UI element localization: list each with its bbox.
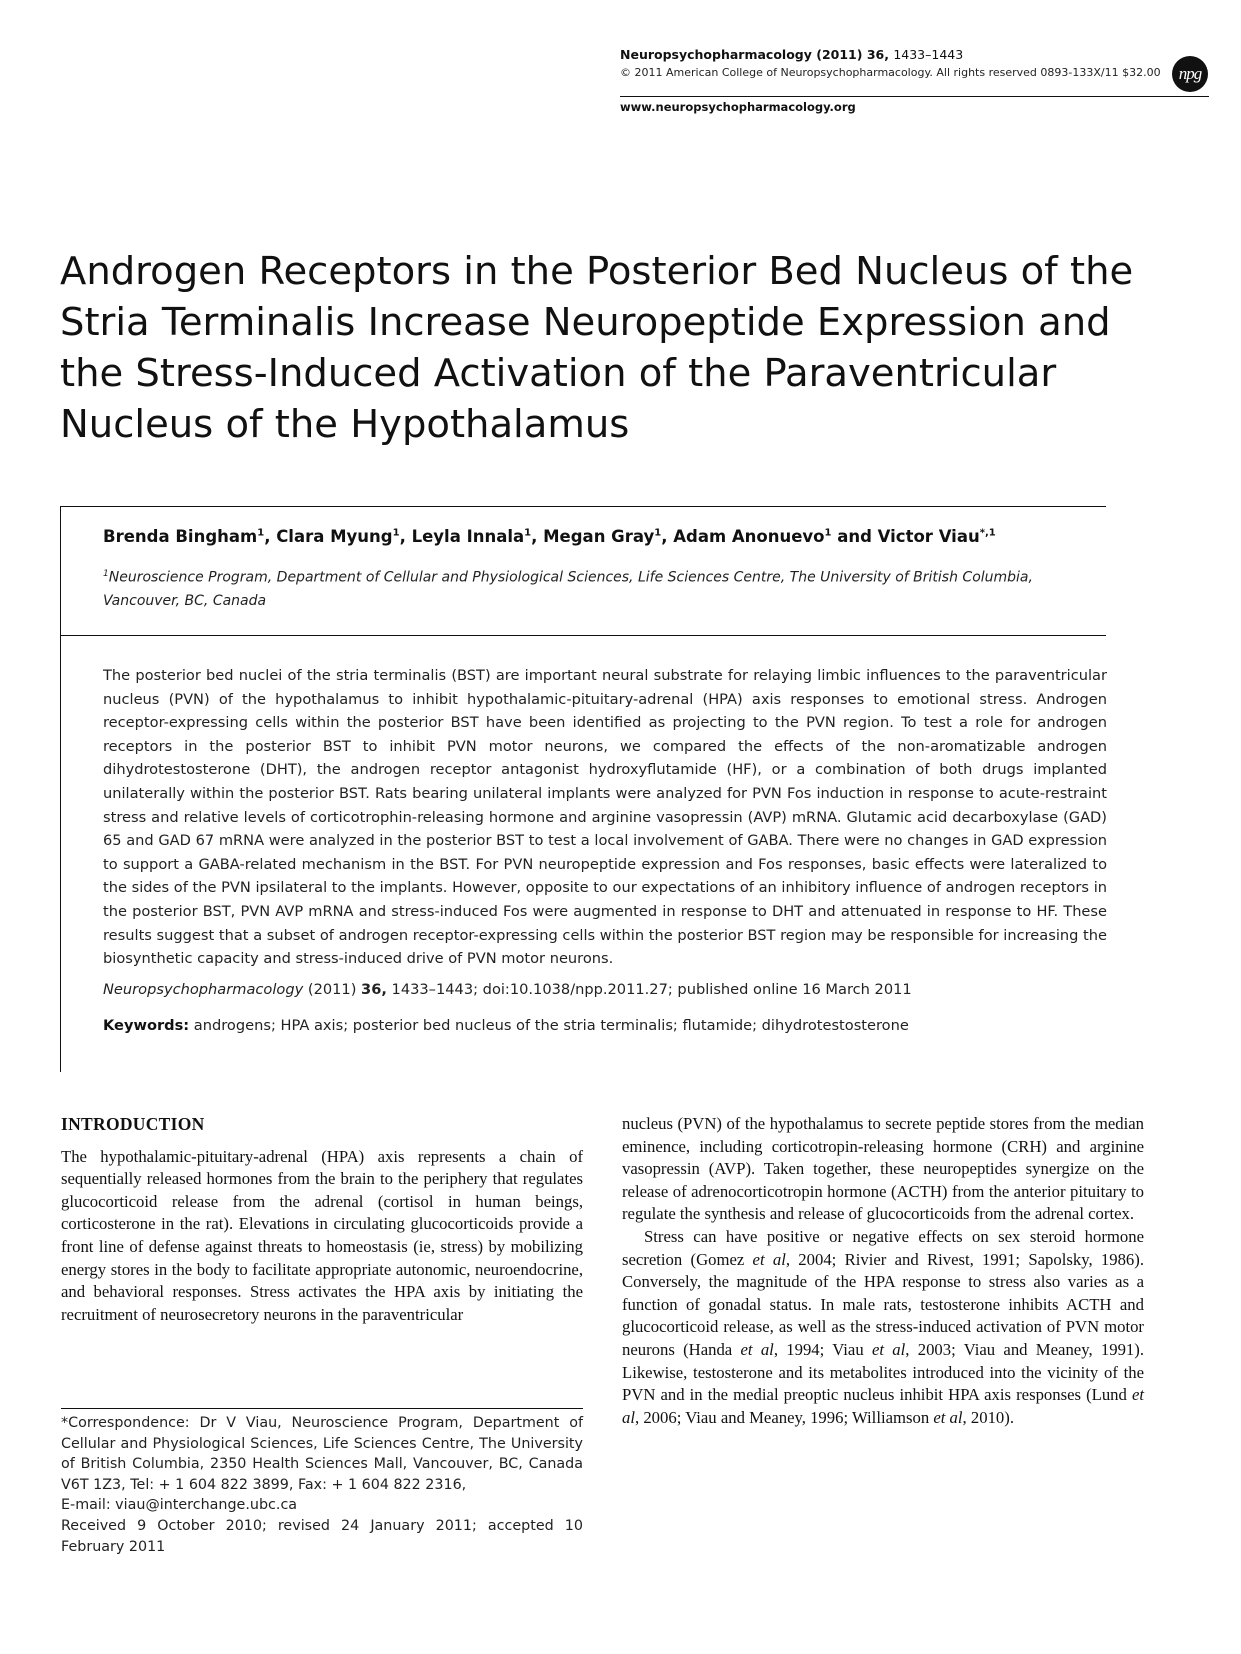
footnote-divider xyxy=(61,1408,583,1409)
section-heading: INTRODUCTION xyxy=(61,1114,205,1134)
author-affiliation-mark: 1 xyxy=(824,527,832,539)
correspondence-footnote xyxy=(61,1413,583,1557)
author-separator: , xyxy=(399,527,412,546)
author-separator: , xyxy=(531,527,544,546)
citation-volume: 36, xyxy=(361,981,387,998)
author-name[interactable]: Leyla Innala xyxy=(411,527,525,546)
keywords xyxy=(103,1014,1107,1037)
author-affiliation-mark: 1 xyxy=(524,527,532,539)
citation-journal: Neuropsychopharmacology xyxy=(103,981,304,998)
citation-etal: et al xyxy=(933,1407,963,1427)
author-affiliation-mark: 1 xyxy=(392,527,400,539)
affiliation-text: Neuroscience Program, Department of Cellular and Physiological Sciences, Life Sciences Centre, The University of British Columbia, Vancouver, BC, Canada xyxy=(103,569,1033,609)
body-paragraph: The hypothalamic-pituitary-adrenal (HPA) axis represents a chain of sequentially released hormones from the brain to the periphery that regulates glucocorticoid release from the adrenal (cortisol in human beings, corticosterone in the rat). Elevations in circulating glucocorticoids provide a front line of defense against threats to homeostasis (ie, stress) by mobilizing energy stores in the body to facilitate appropriate autonomic, neuroendocrine, and behavioral responses. Stress activates the HPA axis by initiating the recruitment of neurosecretory neurons in the paraventricular xyxy=(61,1146,583,1324)
abstract-side-rule xyxy=(60,634,61,1072)
journal-reference xyxy=(620,46,1208,64)
paragraph-text: , 2004; Rivier and Rivest, 1991; Sapolsky, 1986). Conversely, the magnitude of the HPA response to stress also varies as a function of gonadal status. In male rats, testosterone inhibits ACTH and glucocorticoid release, as well as the stress-induced activation of PVN motor neurons (Handa xyxy=(622,1249,1145,1359)
header-divider xyxy=(620,96,1209,97)
body-column-right xyxy=(622,1113,1144,1429)
correspondence-text: *Correspondence: Dr V Viau, Neuroscience Program, Department of Cellular and Physiological Sciences, Life Sciences Centre, The University of British Columbia, 2350 Health Sciences Mall, Vancouver, BC, Canada V6T 1Z3, Tel: + 1 604 822 3899, Fax: + 1 604 822 2316, xyxy=(61,1415,583,1493)
keywords-label: Keywords: xyxy=(103,1017,190,1034)
paragraph-text: , 2003; Viau and Meaney, 1991). Likewise, testosterone and its metabolites introduced into the vicinity of the PVN and in the medial preoptic nucleus inhibit HPA axis responses (Lund xyxy=(622,1339,1145,1405)
author-affiliation-mark: *,1 xyxy=(979,527,996,539)
body-paragraph xyxy=(622,1226,1144,1429)
journal-header xyxy=(620,46,1208,82)
author-name[interactable]: Megan Gray xyxy=(543,527,655,546)
paragraph-text: , 2006; Viau and Meaney, 1996; Williamson xyxy=(634,1407,934,1427)
correspondence-email[interactable]: E-mail: viau@interchange.ubc.ca xyxy=(61,1497,298,1514)
paragraph-text: Stress can have positive or negative effects on sex steroid hormone secretion (Gomez xyxy=(622,1226,1144,1269)
affiliation-mark: 1 xyxy=(103,569,109,579)
citation-etal: et al xyxy=(740,1339,774,1359)
body-paragraph: nucleus (PVN) of the hypothalamus to secrete peptide stores from the median eminence, including corticotropin-releasing hormone (CRH) and arginine vasopressin (AVP). Taken together, these neuropeptides synergize on the release of adrenocorticotropin hormone (ACTH) from the anterior pituitary to regulate the synthesis and release of glucocorticoids from the adrenal cortex. xyxy=(622,1114,1144,1224)
journal-name: Neuropsychopharmacology (2011) 36, xyxy=(620,47,889,62)
author-separator: , xyxy=(264,527,277,546)
author-affiliation xyxy=(103,563,1103,613)
received-dates: Received 9 October 2010; revised 24 January 2011; accepted 10 February 2011 xyxy=(61,1517,583,1555)
citation-etal: et al xyxy=(622,1385,1144,1427)
body-column-left xyxy=(61,1113,583,1326)
citation-year: (2011) xyxy=(303,981,362,998)
journal-url-link[interactable]: www.neuropsychopharmacology.org xyxy=(620,100,856,114)
copyright-notice: © 2011 American College of Neuropsychopharmacology. All rights reserved 0893-133X/11 $32.00 xyxy=(620,66,1161,79)
article-citation xyxy=(103,978,1107,1001)
npg-logo: npg xyxy=(1172,56,1208,92)
author-name[interactable]: Victor Viau xyxy=(877,527,980,546)
journal-pages: 1433–1443 xyxy=(893,47,964,62)
citation-etal: et al xyxy=(752,1249,786,1269)
author-name[interactable]: Clara Myung xyxy=(276,527,393,546)
author-box xyxy=(60,506,1106,636)
author-conjunction: and xyxy=(831,527,878,546)
paragraph-text: , 1994; Viau xyxy=(773,1339,872,1359)
author-separator: , xyxy=(661,527,674,546)
author-affiliation-mark: 1 xyxy=(654,527,662,539)
paragraph-text: , 2010). xyxy=(962,1407,1014,1427)
citation-etal: et al xyxy=(871,1339,906,1359)
author-list xyxy=(103,527,996,546)
author-name[interactable]: Adam Anonuevo xyxy=(673,527,825,546)
abstract-text: The posterior bed nuclei of the stria terminalis (BST) are important neural substrate for relaying limbic influences to the paraventricular nucleus (PVN) of the hypothalamus to inhibit hypothalamic-pituitary-adrenal (HPA) axis responses to emotional stress. Androgen receptor-expressing cells within the posterior BST have been identified as projecting to the PVN region. To test a role for androgen receptors in the posterior BST to inhibit PVN motor neurons, we compared the effects of the non-aromatizable androgen dihydrotestosterone (DHT), the androgen receptor antagonist hydroxyflutamide (HF), or a combination of both drugs implanted unilaterally within the posterior BST. Rats bearing unilateral implants were analyzed for PVN Fos induction in response to acute-restraint stress and relative levels of corticotrophin-releasing hormone and arginine vasopressin (AVP) mRNA. Glutamic acid decarboxylase (GAD) 65 and GAD 67 mRNA were analyzed in the posterior BST to test a local involvement of GABA. There were no changes in GAD expression to support a GABA-related mechanism in the BST. For PVN neuropeptide expression and Fos responses, basic effects were lateralized to the sides of the PVN ipsilateral to the implants. However, opposite to our expectations of an inhibitory influence of androgen receptors in the posterior BST, PVN AVP mRNA and stress-induced Fos were augmented in response to DHT and attenuated in response to HF. These results suggest that a subset of androgen receptor-expressing cells within the posterior BST region may be responsible for increasing the biosynthetic capacity and stress-induced drive of PVN motor neurons. xyxy=(103,667,1107,968)
author-affiliation-mark: 1 xyxy=(257,527,265,539)
article-title: Androgen Receptors in the Posterior Bed Nucleus of the Stria Terminalis Increase Neuropeptide Expression and the Stress-Induced Activation of the Paraventricular Nucleus of the Hypothalamus xyxy=(60,249,1134,447)
keywords-text: androgens; HPA axis; posterior bed nucleus of the stria terminalis; flutamide; dihydrotestosterone xyxy=(189,1017,909,1034)
citation-details: 1433–1443; doi:10.1038/npp.2011.27; published online 16 March 2011 xyxy=(386,981,912,998)
author-name[interactable]: Brenda Bingham xyxy=(103,527,258,546)
